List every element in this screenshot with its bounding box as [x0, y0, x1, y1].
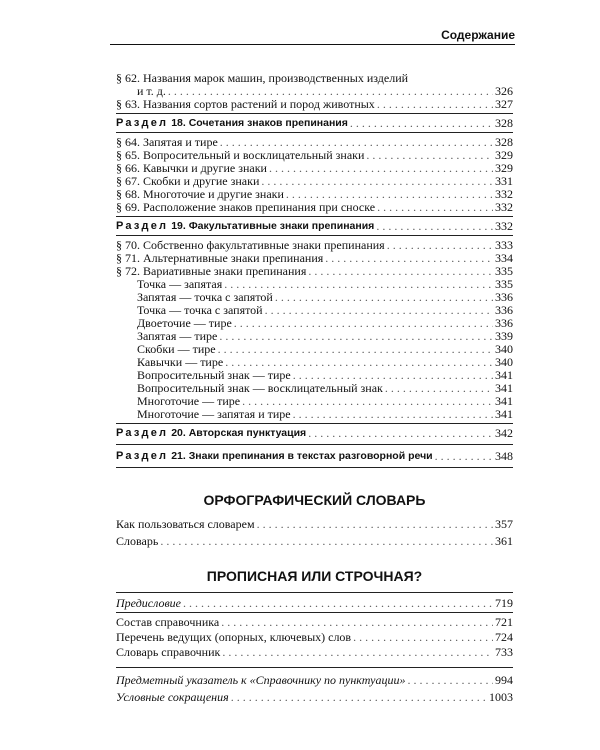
entry-text: Как пользоваться словарем — [116, 517, 255, 531]
leader-dots — [407, 674, 493, 687]
entry-page: 334 — [495, 251, 513, 265]
entry-page: 335 — [495, 277, 513, 291]
entry-page: 341 — [495, 381, 513, 395]
entry-page: 329 — [495, 148, 513, 162]
leader-dots — [387, 239, 493, 252]
entry-text: Скобки — тире — [137, 342, 216, 356]
toc-group-2 — [116, 136, 513, 214]
leader-dots — [377, 98, 493, 111]
section-21[interactable] — [116, 450, 513, 463]
entry-page: 336 — [495, 290, 513, 304]
entry-page: 339 — [495, 329, 513, 343]
section-heading: ПРОПИСНАЯ ИЛИ СТРОЧНАЯ? — [206, 568, 423, 584]
toc-entry[interactable] — [116, 616, 513, 629]
leader-dots — [219, 330, 493, 343]
entry-text: Двоеточие — тире — [137, 316, 232, 330]
entry-page: 340 — [495, 342, 513, 356]
entry-text: § 62. Названия марок машин, производственных изделий — [116, 71, 409, 85]
divider — [116, 592, 513, 593]
toc-entry[interactable] — [116, 631, 513, 644]
divider — [116, 667, 513, 668]
toc-entry[interactable] — [116, 98, 513, 111]
section-word: Раздел — [116, 220, 169, 232]
divider — [116, 216, 513, 217]
entry-text: § 63. Названия сортов растений и пород животных — [116, 97, 375, 111]
entry-text: Запятая — тире — [137, 329, 218, 343]
section-word: Раздел — [116, 450, 169, 462]
leader-dots — [293, 408, 493, 421]
entry-text: § 71. Альтернативные знаки препинания — [116, 251, 324, 265]
entry-text: Запятая — точка с запятой — [137, 290, 273, 304]
entry-page: 733 — [495, 645, 513, 659]
entry-text: Условные сокращения — [116, 690, 229, 704]
entry-text: § 67. Скобки и другие знаки — [116, 174, 260, 188]
divider — [116, 444, 513, 445]
entry-page: 328 — [495, 116, 513, 130]
entry-page: 724 — [495, 630, 513, 644]
page-header — [110, 30, 515, 45]
entry-text: Точка — запятая — [137, 277, 223, 291]
section-title: 19. Факультативные знаки препинания — [171, 220, 375, 232]
divider — [116, 235, 513, 236]
toc-entry[interactable] — [116, 535, 513, 548]
entry-page: 721 — [495, 615, 513, 629]
toc-group-1 — [116, 72, 513, 111]
entry-text: Словарь — [116, 534, 159, 548]
entry-text: Кавычки — тире — [137, 355, 224, 369]
entry-page: 341 — [495, 407, 513, 421]
leader-dots — [275, 291, 493, 304]
entry-page: 361 — [495, 534, 513, 548]
entry-text: Точка — точка с запятой — [137, 303, 263, 317]
leader-dots — [366, 149, 493, 162]
entry-text: § 72. Вариативные знаки препинания — [116, 264, 307, 278]
entry-text: § 69. Расположение знаков препинания при сноске — [116, 200, 376, 214]
toc-group-6 — [116, 674, 513, 704]
leader-dots — [376, 220, 493, 233]
entry-page: 328 — [495, 135, 513, 149]
entry-page: 333 — [495, 238, 513, 252]
leader-dots — [385, 382, 493, 395]
leader-dots — [257, 518, 493, 531]
entry-page: 342 — [495, 426, 513, 440]
entry-text: § 66. Кавычки и другие знаки — [116, 161, 267, 175]
entry-page: 335 — [495, 264, 513, 278]
section-word: Раздел — [116, 117, 169, 129]
leader-dots — [350, 117, 493, 130]
leader-dots — [261, 175, 493, 188]
entry-text: Многоточие — запятая и тире — [137, 407, 291, 421]
toc-entry[interactable] — [116, 646, 513, 659]
header-title: Содержание — [441, 28, 515, 42]
toc-subentry[interactable] — [116, 408, 513, 421]
entry-page: 332 — [495, 187, 513, 201]
leader-dots — [218, 343, 493, 356]
entry-page: 357 — [495, 517, 513, 531]
section-title: 18. Сочетания знаков препинания — [171, 117, 348, 129]
entry-text: Вопросительный знак — восклицательный знак — [137, 381, 383, 395]
section-20[interactable] — [116, 427, 513, 440]
toc-group-4 — [116, 518, 513, 548]
leader-dots — [221, 616, 493, 629]
toc-group-3 — [116, 239, 513, 421]
leader-dots — [222, 646, 493, 659]
entry-page: 331 — [495, 174, 513, 188]
divider — [116, 423, 513, 424]
entry-page: 332 — [495, 219, 513, 233]
leader-dots — [308, 265, 493, 278]
toc-entry[interactable] — [116, 201, 513, 214]
entry-text: § 64. Запятая и тире — [116, 135, 218, 149]
entry-text: Предисловие — [116, 596, 182, 610]
entry-text: Вопросительный знак — тире — [137, 368, 291, 382]
section-word: Раздел — [116, 427, 169, 439]
leader-dots — [377, 201, 493, 214]
section-19[interactable] — [116, 220, 513, 233]
entry-text: § 70. Собственно факультативные знаки препинания — [116, 238, 385, 252]
entry-page: 336 — [495, 303, 513, 317]
leader-dots — [231, 691, 487, 704]
entry-page: 994 — [495, 673, 513, 687]
toc-entry[interactable] — [116, 518, 513, 531]
section-18[interactable] — [116, 117, 513, 130]
entry-page: 336 — [495, 316, 513, 330]
entry-page: 326 — [495, 84, 513, 98]
entry-text: Многоточие — тире — [137, 394, 241, 408]
leader-dots — [234, 317, 493, 330]
section-title: 21. Знаки препинания в текстах разговорной речи — [171, 450, 433, 462]
entry-page: 332 — [495, 200, 513, 214]
leader-dots — [265, 304, 493, 317]
leader-dots — [160, 535, 493, 548]
entry-page: 340 — [495, 355, 513, 369]
toc-group-5 — [116, 597, 513, 659]
leader-dots — [183, 597, 493, 610]
leader-dots — [325, 252, 493, 265]
divider — [116, 612, 513, 613]
entry-page: 348 — [495, 449, 513, 463]
divider — [116, 113, 513, 114]
divider — [116, 132, 513, 133]
entry-text: и т. д. — [137, 84, 166, 98]
leader-dots — [308, 427, 493, 440]
toc-entry[interactable] — [116, 674, 513, 687]
entry-text: § 65. Вопросительный и восклицательный знаки — [116, 148, 365, 162]
entry-text: § 68. Многоточие и другие знаки — [116, 187, 284, 201]
entry-page: 341 — [495, 368, 513, 382]
toc-entry[interactable] — [116, 597, 513, 610]
entry-page: 719 — [495, 596, 513, 610]
table-of-contents — [116, 72, 513, 704]
entry-text: Предметный указатель к «Справочнику по пунктуации» — [116, 673, 406, 687]
toc-entry[interactable] — [116, 691, 513, 704]
section-title: 20. Авторская пунктуация — [171, 427, 307, 439]
entry-text: Перечень ведущих (опорных, ключевых) слов — [116, 630, 352, 644]
leader-dots — [353, 631, 493, 644]
entry-page: 329 — [495, 161, 513, 175]
entry-text: Словарь справочник — [116, 645, 221, 659]
leader-dots — [269, 162, 493, 175]
leader-dots — [435, 450, 493, 463]
divider — [116, 467, 513, 468]
toc-entry[interactable] — [116, 72, 513, 85]
entry-page: 1003 — [489, 690, 513, 704]
entry-page: 341 — [495, 394, 513, 408]
section-heading: ОРФОГРАФИЧЕСКИЙ СЛОВАРЬ — [203, 492, 426, 508]
entry-page: 327 — [495, 97, 513, 111]
entry-text: Состав справочника — [116, 615, 220, 629]
